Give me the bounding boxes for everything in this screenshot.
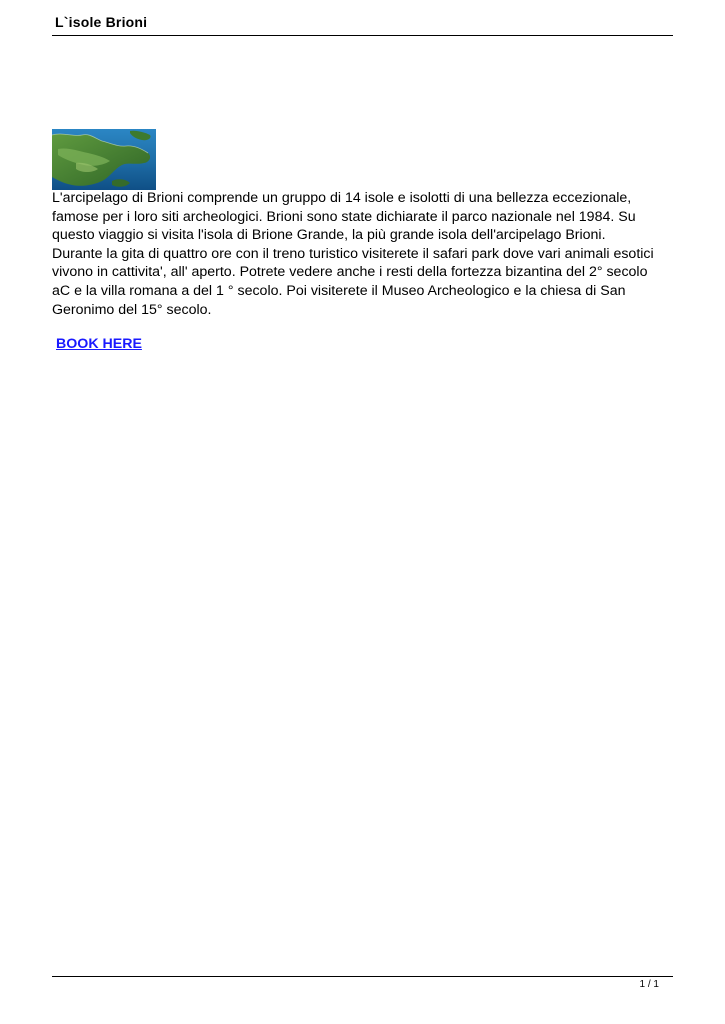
body-line: vivono in cattivita', all' aperto. Potrete vedere anche i resti della fortezza bizantina del 2° secolo [52, 264, 648, 281]
body-line: famose per i loro siti archeologici. Brioni sono state dichiarate il parco nazionale nel 1984. Su [52, 208, 636, 225]
article-body [52, 189, 677, 319]
body-line: Geronimo del 15° secolo. [52, 301, 212, 318]
footer-divider [52, 976, 673, 977]
page-number: 1 / 1 [639, 979, 659, 990]
body-line: L'arcipelago di Brioni comprende un gruppo di 14 isole e isolotti di una bellezza eccezionale, [52, 190, 632, 206]
body-line: aC e la villa romana a del 1 ° secolo. Poi visiterete il Museo Archeologico e la chiesa di San [52, 282, 626, 299]
island-photo [52, 129, 156, 190]
body-line: Durante la gita di quattro ore con il treno turistico visiterete il safari park dove vari animali esotici [52, 245, 654, 262]
body-line: questo viaggio si visita l'isola di Brione Grande, la più grande isola dell'arcipelago Brioni. [52, 227, 606, 244]
book-here-link[interactable]: BOOK HERE [56, 336, 142, 352]
page-title: L`isole Brioni [55, 14, 148, 30]
header-divider [52, 35, 673, 36]
